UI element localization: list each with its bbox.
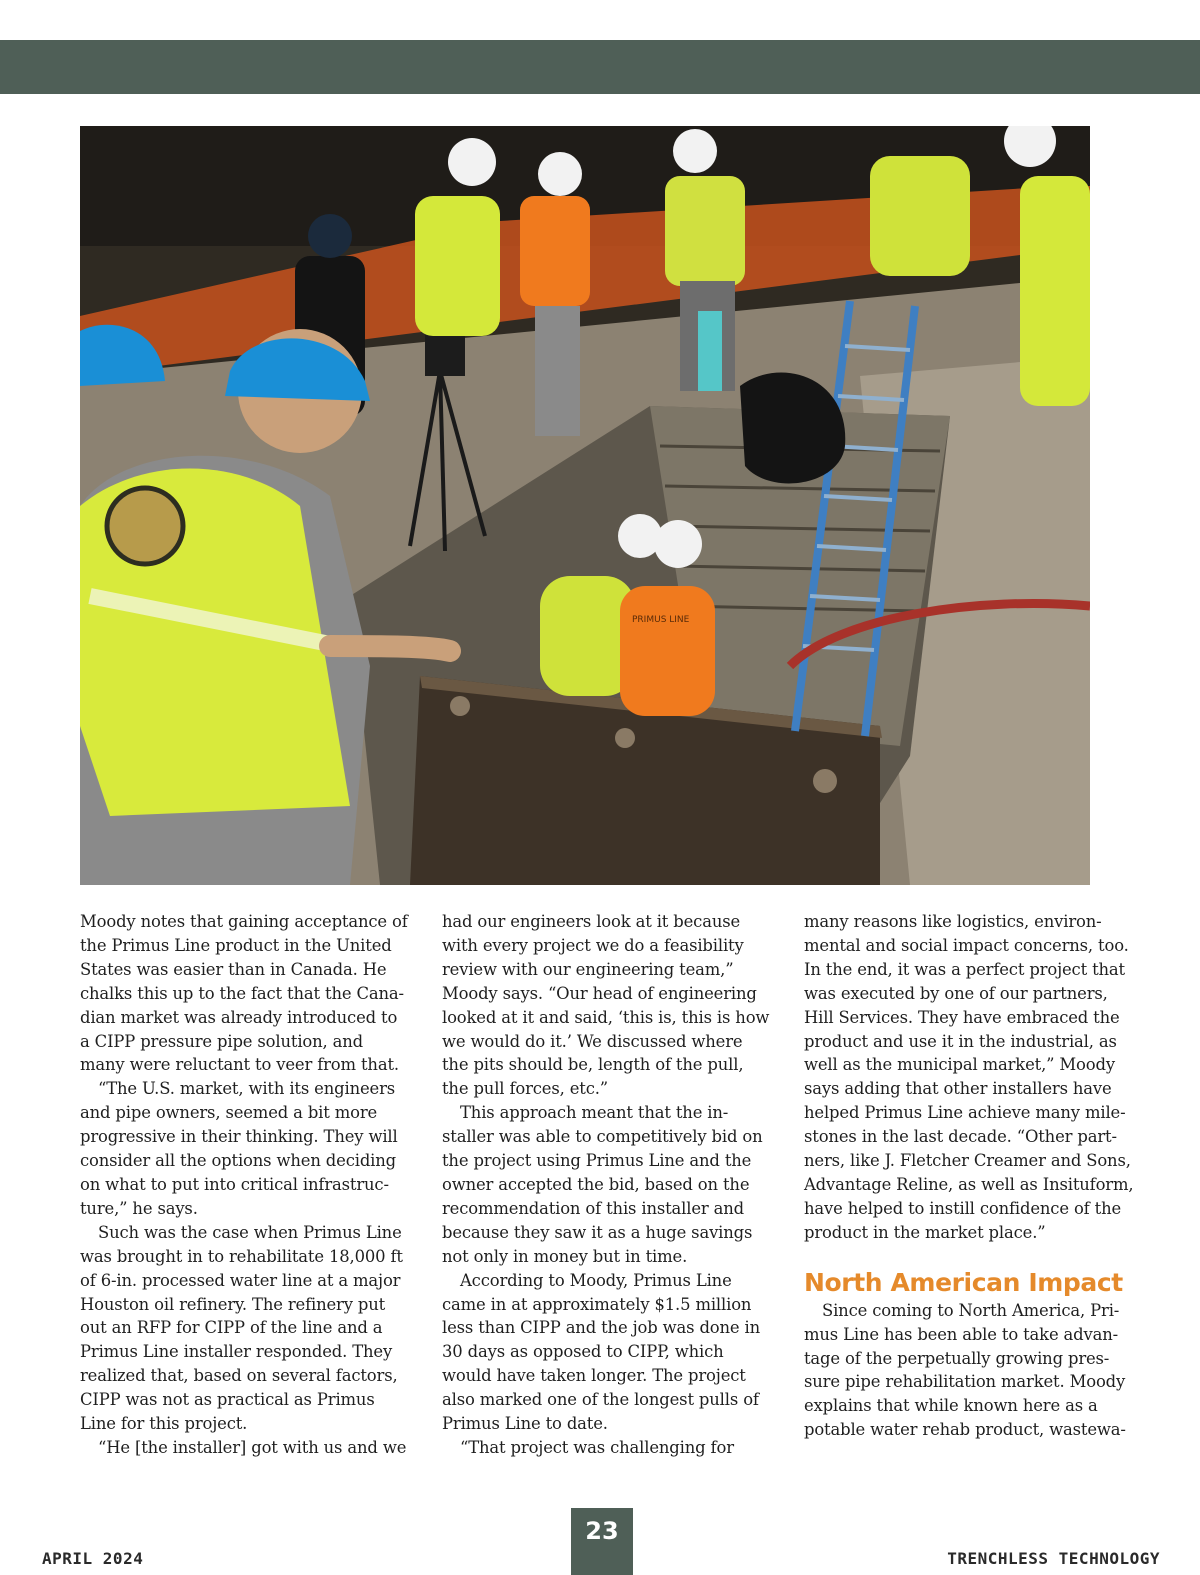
footer-date: APRIL 2024: [42, 1549, 144, 1568]
paragraph: “The U.S. market, with its engineers and pipe owners, seemed a bit more progressive in their thinking. They will consider all the options when deciding on what to put into critical infrastruc-ture,” he says.: [80, 1079, 398, 1218]
paragraph: had our engineers look at it because with every project we do a feasibility review with our engineering team,” Moody says. “Our head of engineering looked at it and said, ‘this is, this is how we would do it.’ We discussed where the pits should be, length of the pull, the pull forces, etc.”: [442, 912, 770, 1099]
page-number: 23: [571, 1508, 633, 1575]
paragraph: Since coming to North America, Pri-mus Line has been able to take advan-tage of the perpetually growing pres-sure pipe rehabilitation market. Moody explains that while known here as a potable water rehab product, wastewa-: [804, 1300, 1126, 1440]
article-column-3: [804, 910, 1134, 1442]
footer-publication: TRENCHLESS TECHNOLOGY: [947, 1549, 1160, 1568]
header-band: [0, 40, 1200, 94]
paragraph: According to Moody, Primus Line came in at approximately $1.5 million less than CIPP and the job was done in 30 days as opposed to CIPP, which would have taken longer. The project also marked one of the longest pulls of Primus Line to date.: [442, 1270, 761, 1434]
paragraph: “That project was challenging for: [460, 1437, 734, 1457]
paragraph: many reasons like logistics, environ-mental and social impact concerns, too. In the end, it was a perfect project that was executed by one of our partners, Hill Services. They have embraced the product and use it in the industrial, as well as the municipal market,” Moody says adding that other installers have helped Primus Line achieve many mile-stones in the last decade. “Other part-ners, like J. Fletcher Creamer and Sons, Advantage Reline, as well as Insituform, have helped to instill confidence of the product in the market place.”: [804, 912, 1134, 1242]
paragraph: Moody notes that gaining acceptance of the Primus Line product in the United States was easier than in Canada. He chalks this up to the fact that the Cana-dian market was already introduced to a CIPP pressure pipe solution, and many were reluctant to veer from that.: [80, 912, 408, 1075]
paragraph: “He [the installer] got with us and we: [98, 1437, 407, 1457]
paragraph: Such was the case when Primus Line was brought in to rehabilitate 18,000 ft of 6-in. processed water line at a major Houston oil refinery. The refinery put out an RFP for CIPP of the line and a Primus Line installer responded. They realized that, based on several factors, CIPP was not as practical as Primus Line for this project.: [80, 1222, 403, 1434]
paragraph: This approach meant that the in-staller was able to competitively bid on the project using Primus Line and the owner accepted the bid, based on the recommendation of this installer and because they saw it as a huge savings not only in money but in time.: [442, 1103, 763, 1266]
trench-worksite-illustration: [80, 126, 1090, 885]
article-column-2: [442, 910, 772, 1460]
section-subhead: North American Impact: [804, 1267, 1123, 1297]
article-photo: [80, 126, 1090, 885]
vest-label-text: PRIMUS LINE: [632, 615, 690, 625]
article-column-1: [80, 910, 410, 1460]
